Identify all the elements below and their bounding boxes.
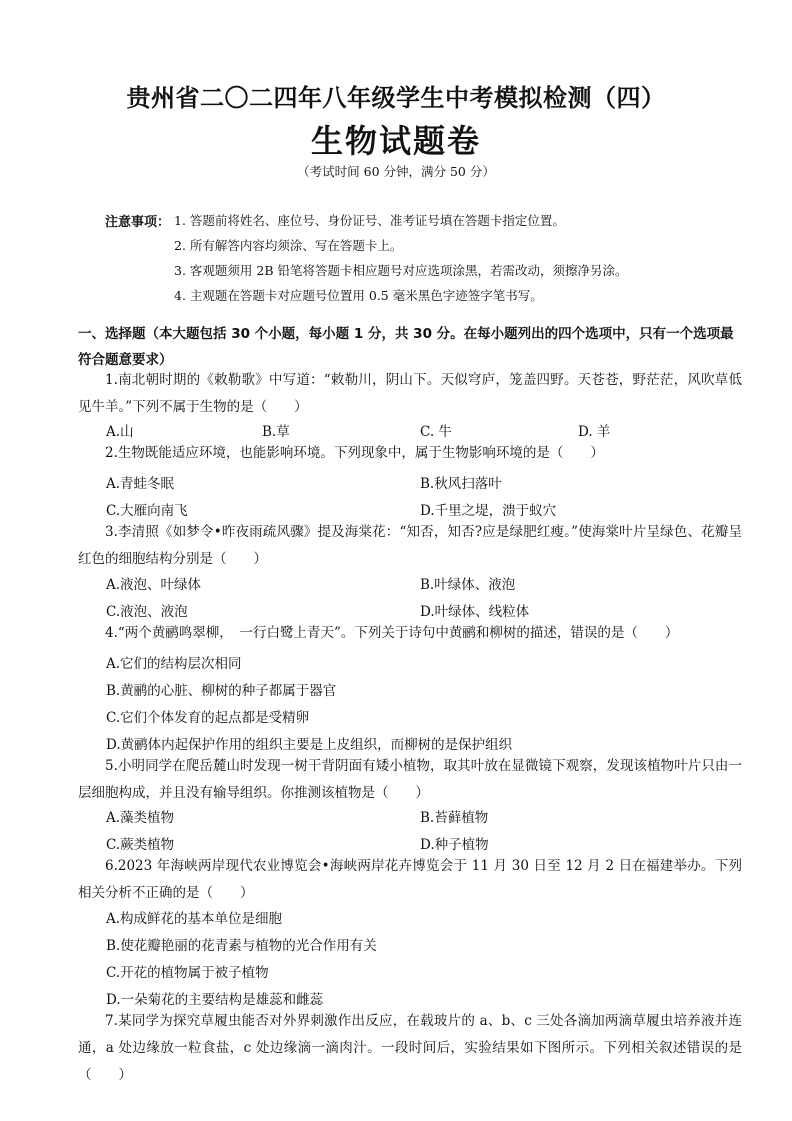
question-2-option-d: D.千里之堤，溃于蚁穴 (420, 503, 557, 519)
question-6-option-c: C.开花的植物属于被子植物 (106, 965, 269, 981)
question-6-option-b: B.使花瓣艳丽的花青素与植物的光合作用有关 (106, 938, 377, 954)
question-6-stem: 6.2023 年海峡两岸现代农业博览会•海峡两岸花卉博览会于 11 月 30 日至 12 月 2 日在福建举办。下列相关分析不正确的是（ ） (78, 858, 742, 901)
notice-item-4: 4. 主观题在答题卡对应题号位置用 0.5 毫米黑色字迹签字笔书写。 (174, 288, 543, 303)
question-1-option-d: D. 羊 (578, 424, 611, 440)
question-5-stem: 5.小明同学在爬岳麓山时发现一树干背阴面有矮小植物，取其叶放在显微镜下观察，发现该植物叶片只由一层细胞构成，并且没有输导组织。你推测该植物是（ ） (78, 758, 742, 801)
question-1-stem: 1.南北朝时期的《敕勒歌》中写道：“敕勒川，阴山下。天似穹庐，笼盖四野。天苍苍，野茫茫，风吹草低见牛羊。”下列不属于生物的是（ ） (78, 372, 742, 415)
question-3-option-d: D.叶绿体、线粒体 (420, 604, 530, 620)
question-4-stem: 4.“两个黄鹂鸣翠柳， 一行白鹭上青天”。下列关于诗句中黄鹂和柳树的描述，错误的是（ ） (105, 625, 679, 641)
question-3-stem: 3.李清照《如梦令•昨夜雨疏风骤》提及海棠花：“知否，知否?应是绿肥红瘦。”使海棠叶片呈绿色、花瓣呈红色的细胞结构分别是（ ） (78, 524, 742, 567)
notice-label: 注意事项： (105, 215, 171, 230)
question-4-option-b: B.黄鹂的心脏、柳树的种子都属于器官 (106, 683, 337, 699)
notice-item-2: 2. 所有解答内容均须涂、写在答题卡上。 (174, 238, 403, 253)
question-1-option-a: A.山 (106, 424, 134, 440)
exam-title: 贵州省二〇二四年八年级学生中考模拟检测（四） (126, 84, 666, 112)
question-5-option-d: D.种子植物 (420, 837, 489, 853)
question-3-option-a: A.液泡、叶绿体 (106, 577, 202, 593)
question-5-option-c: C.蕨类植物 (106, 837, 175, 853)
question-2-option-c: C.大雁向南飞 (106, 503, 188, 519)
question-1-option-b: B.草 (262, 424, 290, 440)
question-5-option-a: A.藻类植物 (106, 810, 175, 826)
question-3-option-b: B.叶绿体、液泡 (420, 577, 516, 593)
question-2-stem: 2.生物既能适应环境，也能影响环境。下列现象中，属于生物影响环境的是（ ） (105, 445, 604, 461)
notice-item-3: 3. 客观题须用 2B 铅笔将答题卡相应题号对应选项涂黑，若需改动，须擦净另涂。 (174, 263, 628, 278)
question-6-option-d: D.一朵菊花的主要结构是雄蕊和雌蕊 (106, 992, 324, 1008)
question-4-option-c: C.它们个体发育的起点都是受精卵 (106, 710, 310, 726)
notice-item-1: 1. 答题前将姓名、座位号、身份证号、准考证号填在答题卡指定位置。 (174, 213, 565, 228)
question-3-option-c: C.液泡、液泡 (106, 604, 188, 620)
question-5-option-b: B.苔藓植物 (420, 810, 489, 826)
exam-info: （考试时间 60 分钟，满分 50 分） (297, 164, 495, 179)
question-4-option-a: A.它们的结构层次相同 (106, 656, 242, 672)
question-4-option-d: D.黄鹂体内起保护作用的组织主要是上皮组织，而柳树的是保护组织 (106, 737, 513, 753)
section-heading: 一、选择题（本大题包括 30 个小题，每小题 1 分，共 30 分。在每小题列出的四个选项中，只有一个选项最符合题意要求） (78, 326, 734, 368)
question-6-option-a: A.构成鲜花的基本单位是细胞 (106, 911, 283, 927)
question-2-option-a: A.青蛙冬眠 (106, 476, 175, 492)
question-2-option-b: B.秋风扫落叶 (420, 476, 502, 492)
question-7-stem: 7.某同学为探究草履虫能否对外界刺激作出反应，在载玻片的 a、b、c 三处各滴加两滴草履虫培养液并连通，a 处边缘放一粒食盐，c 处边缘滴一滴肉汁。一段时间后，实验结果如下图所示。下列相关叙述错误的是（ ） (78, 1013, 742, 1083)
question-1-option-c: C. 牛 (420, 424, 452, 440)
subject-title: 生物试题卷 (310, 122, 481, 160)
